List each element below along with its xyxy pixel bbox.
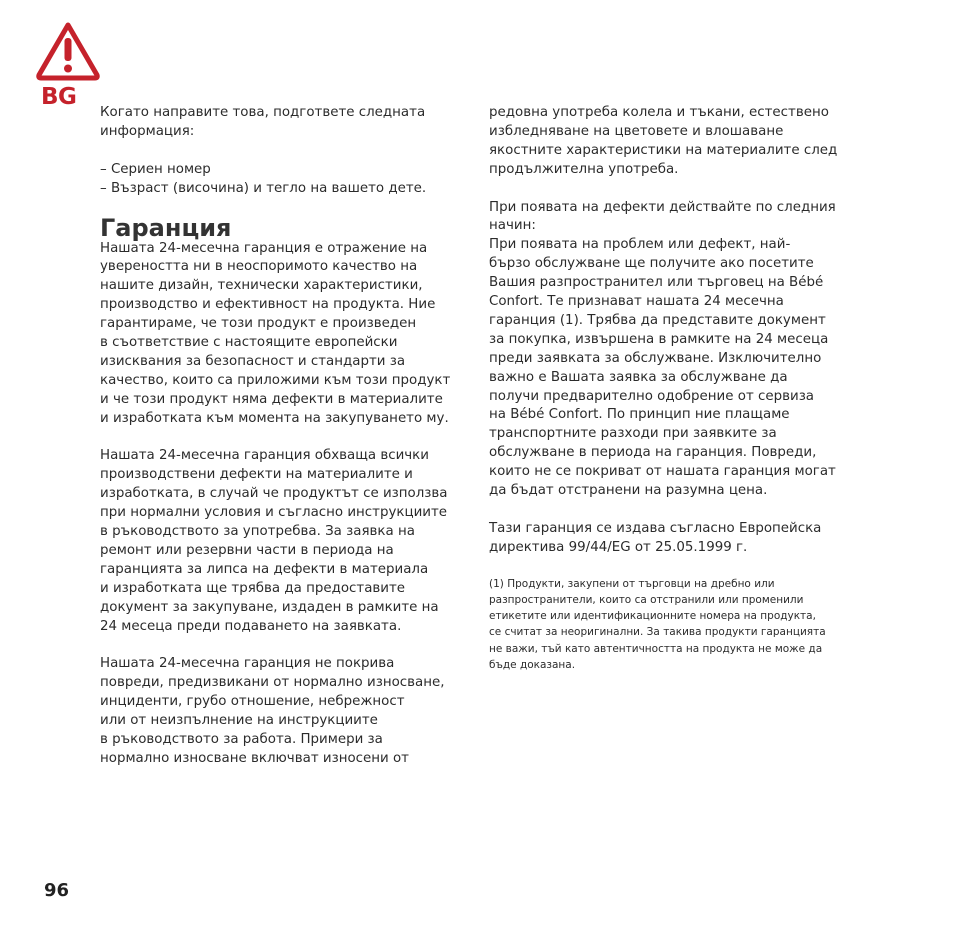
section-heading: Гаранция xyxy=(100,213,232,242)
warranty-paragraph-3: Нашата 24-месечна гаранция не покрива повреди, предизвикани от нормално износване, инциденти, грубо отношение, небрежност или от неизпълнение на инструкциите в ръководството за работа. Примери за нормално износване включват износени от xyxy=(100,656,445,766)
left-column xyxy=(100,104,465,769)
warning-triangle-icon xyxy=(35,21,101,81)
directive-paragraph: Тази гаранция се издава съгласно Европейска директива 99/44/EG от 25.05.1999 г. xyxy=(489,520,822,555)
language-code: BG xyxy=(41,84,77,110)
intro-text: Когато направите това, подгответе следната информация: xyxy=(100,105,426,139)
right-column xyxy=(489,104,849,673)
wear-paragraph: редовна употреба колела и тъкани, естествено избледняване на цветовете и влошаване якостните характеристики на материалите след продължителна употреба. xyxy=(489,105,838,177)
warranty-paragraph-2: Нашата 24-месечна гаранция обхваща всички производствени дефекти на материалите и изработката, в случай че продуктът се използва при нормални условия и съгласно инструкциите в ръководството за употребва. За заявка на ремонт или резервни части в периода на гаранцията за липса на дефекти в материала и изработката ще трябва да предоставите документ за закупуване, издаден в рамките на 24 месеца преди подаването на заявката. xyxy=(100,448,448,634)
footnote: (1) Продукти, закупени от търговци на дребно или разпространители, които са отстранили или променили етикетите или идентификационните номера на продукта, се считат за неоригинални. За такива продукти гаранцията не важи, тъй като автентичността на продукта не може да бъде доказана. xyxy=(489,577,826,671)
warranty-paragraph-1: Нашата 24-месечна гаранция е отражение на увереността ни в неоспоримото качество на нашите дизайн, технически характеристики, производство и ефективност на продукта. Ние гарантираме, че този продукт е произведен в съответствие с настоящите европейски изисквания за безопасност и стандарти за качество, които са приложими към този продукт и че този продукт няма дефекти в материалите и изработката към момента на закупуването му. xyxy=(100,240,451,426)
defects-paragraph: При появата на дефекти действайте по следния начин: При появата на проблем или дефект, най- бързо обслужване ще получите ако посетите Вашия разпространител или търговец на Bébé Confort. Те признават нашата 24 месечна гаранция (1). Трябва да представите документ за покупка, извършена в рамките на 24 месеца преди заявката за обслужване. Изключително важно е Вашата заявка за обслужване да получи предварително одобрение от сервиза на Bébé Confort. По принцип ние плащаме транспортните разходи при заявките за обслужване в периода на гаранция. Повреди, които не се покриват от нашата гаранция могат да бъдат отстранени на разумна цена. xyxy=(489,199,836,499)
page-number: 96 xyxy=(44,880,70,901)
info-list: – Сериен номер – Възраст (височина) и тегло на вашето дете. xyxy=(100,161,427,196)
